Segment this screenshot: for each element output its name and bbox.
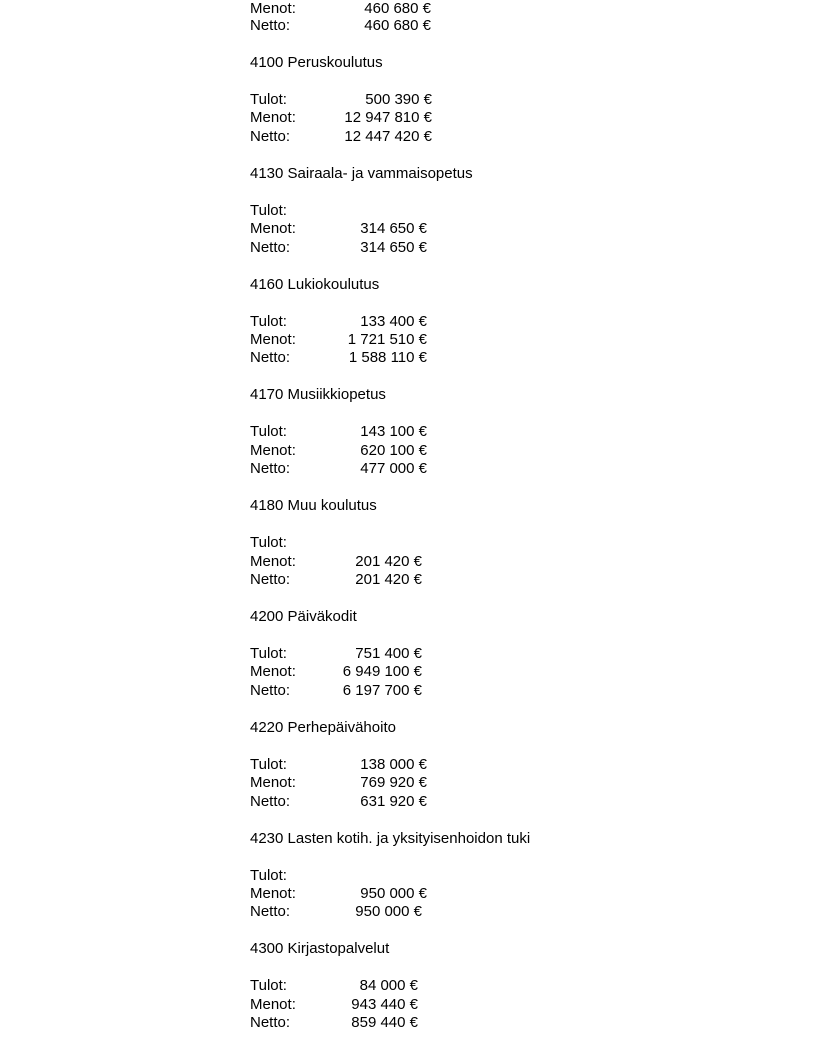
netto-value: 12 447 420 €	[344, 128, 432, 145]
section-title: 4100 Peruskoulutus	[250, 54, 383, 71]
netto-label: Netto:	[250, 239, 291, 256]
menot-value: 201 420 €	[355, 553, 422, 570]
netto-label: Netto:	[250, 349, 291, 366]
tulot-value: 138 000 €	[360, 756, 427, 773]
netto-label: Netto:	[250, 1014, 291, 1031]
netto-value: 314 650 €	[360, 239, 427, 256]
netto-row	[250, 903, 422, 921]
menot-value: 943 440 €	[351, 996, 418, 1013]
menot-label: Menot:	[250, 885, 296, 902]
tulot-label: Tulot:	[250, 534, 287, 551]
menot-value: 950 000 €	[360, 885, 427, 902]
menot-row	[250, 331, 427, 349]
tulot-label: Tulot:	[250, 977, 287, 994]
netto-label: Netto:	[250, 17, 291, 34]
menot-label: Menot:	[250, 442, 296, 459]
netto-value: 6 197 700 €	[342, 682, 422, 699]
tulot-value: 143 100 €	[360, 423, 427, 440]
netto-row	[250, 128, 432, 146]
tulot-row	[250, 977, 418, 995]
section-title: 4300 Kirjastopalvelut	[250, 940, 390, 957]
tulot-row	[250, 202, 427, 220]
menot-label: Menot:	[250, 996, 296, 1013]
tulot-label: Tulot:	[250, 423, 287, 440]
menot-label: Menot:	[250, 220, 296, 237]
tulot-row	[250, 423, 427, 441]
menot-value: 314 650 €	[360, 220, 427, 237]
tulot-label: Tulot:	[250, 645, 287, 662]
netto-label: Netto:	[250, 460, 291, 477]
netto-label: Netto:	[250, 682, 291, 699]
netto-row	[250, 793, 427, 811]
menot-row	[250, 109, 432, 127]
menot-row	[250, 885, 427, 903]
menot-label: Menot:	[250, 663, 296, 680]
menot-row	[250, 220, 427, 238]
netto-value: 477 000 €	[360, 460, 427, 477]
menot-value: 6 949 100 €	[342, 663, 422, 680]
netto-row	[250, 1014, 418, 1032]
section-title: 4200 Päiväkodit	[250, 608, 357, 625]
tulot-row	[250, 645, 422, 663]
budget-document	[250, 0, 810, 1056]
netto-label: Netto:	[250, 571, 291, 588]
menot-value: 12 947 810 €	[344, 109, 432, 126]
menot-row	[250, 996, 418, 1014]
tulot-row	[250, 756, 427, 774]
menot-label: Menot:	[250, 774, 296, 791]
menot-value: 620 100 €	[360, 442, 427, 459]
menot-value: 460 680 €	[364, 0, 431, 17]
menot-label: Menot:	[250, 0, 296, 17]
tulot-label: Tulot:	[250, 756, 287, 773]
netto-value: 1 588 110 €	[348, 349, 427, 366]
menot-row	[250, 774, 427, 792]
menot-value: 1 721 510 €	[347, 331, 427, 348]
netto-value: 631 920 €	[360, 793, 427, 810]
partial-netto-row	[250, 17, 431, 35]
menot-row	[250, 663, 422, 681]
netto-label: Netto:	[250, 793, 291, 810]
netto-row	[250, 349, 427, 367]
menot-label: Menot:	[250, 109, 296, 126]
netto-row	[250, 460, 427, 478]
netto-label: Netto:	[250, 128, 291, 145]
menot-label: Menot:	[250, 331, 296, 348]
tulot-label: Tulot:	[250, 313, 287, 330]
tulot-value: 751 400 €	[355, 645, 422, 662]
netto-label: Netto:	[250, 903, 291, 920]
menot-row	[250, 553, 422, 571]
netto-row	[250, 682, 422, 700]
section-title: 4230 Lasten kotih. ja yksityisenhoidon tuki	[250, 830, 531, 847]
tulot-value: 133 400 €	[360, 313, 427, 330]
tulot-row	[250, 313, 427, 331]
netto-value: 950 000 €	[355, 903, 422, 920]
section-title: 4170 Musiikkiopetus	[250, 386, 386, 403]
section-title: 4220 Perhepäivähoito	[250, 719, 396, 736]
menot-row	[250, 442, 427, 460]
netto-value: 859 440 €	[351, 1014, 418, 1031]
menot-label: Menot:	[250, 553, 296, 570]
tulot-row	[250, 867, 427, 885]
section-title: 4130 Sairaala- ja vammaisopetus	[250, 165, 473, 182]
tulot-label: Tulot:	[250, 202, 287, 219]
tulot-label: Tulot:	[250, 91, 287, 108]
tulot-value: 84 000 €	[359, 977, 418, 994]
menot-value: 769 920 €	[360, 774, 427, 791]
netto-value: 201 420 €	[355, 571, 422, 588]
tulot-value: 500 390 €	[365, 91, 432, 108]
partial-menot-row	[250, 0, 431, 18]
tulot-row	[250, 534, 422, 552]
section-title: 4180 Muu koulutus	[250, 497, 377, 514]
netto-row	[250, 239, 427, 257]
tulot-label: Tulot:	[250, 867, 287, 884]
netto-value: 460 680 €	[364, 17, 431, 34]
section-title: 4160 Lukiokoulutus	[250, 276, 380, 293]
netto-row	[250, 571, 422, 589]
tulot-row	[250, 91, 432, 109]
